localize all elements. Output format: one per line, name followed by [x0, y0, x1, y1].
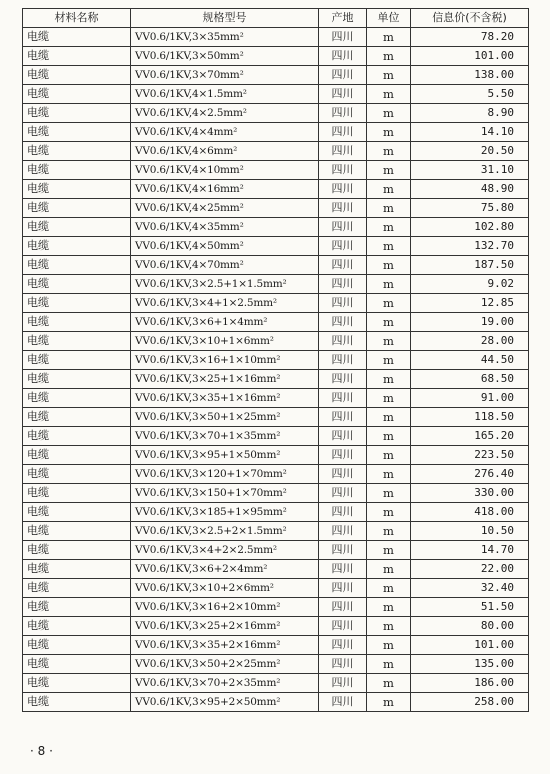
spec-cell: VV0.6/1KV,3×70+2×35mm² — [131, 674, 319, 693]
price-cell: 10.50 — [411, 522, 529, 541]
unit-cell: m — [367, 218, 411, 237]
spec-cell: VV0.6/1KV,3×50mm² — [131, 47, 319, 66]
price-cell: 14.10 — [411, 123, 529, 142]
material-name-cell: 电缆 — [23, 123, 131, 142]
price-cell: 132.70 — [411, 237, 529, 256]
unit-cell: m — [367, 370, 411, 389]
price-cell: 51.50 — [411, 598, 529, 617]
price-cell: 68.50 — [411, 370, 529, 389]
origin-cell: 四川 — [319, 579, 367, 598]
price-cell: 102.80 — [411, 218, 529, 237]
material-name-cell: 电缆 — [23, 598, 131, 617]
spec-cell: VV0.6/1KV,4×25mm² — [131, 199, 319, 218]
material-name-cell: 电缆 — [23, 256, 131, 275]
material-name-cell: 电缆 — [23, 408, 131, 427]
table-row — [23, 294, 529, 313]
spec-cell: VV0.6/1KV,3×10+1×6mm² — [131, 332, 319, 351]
origin-cell: 四川 — [319, 541, 367, 560]
spec-cell: VV0.6/1KV,3×6+2×4mm² — [131, 560, 319, 579]
table-row — [23, 617, 529, 636]
unit-cell: m — [367, 237, 411, 256]
table-row — [23, 28, 529, 47]
price-cell: 101.00 — [411, 47, 529, 66]
price-cell: 8.90 — [411, 104, 529, 123]
spec-cell: VV0.6/1KV,4×16mm² — [131, 180, 319, 199]
material-name-cell: 电缆 — [23, 389, 131, 408]
origin-cell: 四川 — [319, 617, 367, 636]
table-row — [23, 560, 529, 579]
material-name-cell: 电缆 — [23, 560, 131, 579]
unit-cell: m — [367, 617, 411, 636]
material-name-cell: 电缆 — [23, 503, 131, 522]
table-row — [23, 199, 529, 218]
price-cell: 19.00 — [411, 313, 529, 332]
table-row — [23, 275, 529, 294]
unit-cell: m — [367, 579, 411, 598]
spec-cell: VV0.6/1KV,3×185+1×95mm² — [131, 503, 319, 522]
price-cell: 186.00 — [411, 674, 529, 693]
material-name-cell: 电缆 — [23, 275, 131, 294]
price-cell: 187.50 — [411, 256, 529, 275]
table-row — [23, 465, 529, 484]
price-cell: 101.00 — [411, 636, 529, 655]
price-cell: 165.20 — [411, 427, 529, 446]
table-row — [23, 522, 529, 541]
table-body — [23, 28, 529, 712]
price-cell: 78.20 — [411, 28, 529, 47]
material-name-cell: 电缆 — [23, 47, 131, 66]
spec-cell: VV0.6/1KV,3×4+1×2.5mm² — [131, 294, 319, 313]
material-name-cell: 电缆 — [23, 655, 131, 674]
price-cell: 22.00 — [411, 560, 529, 579]
table-row — [23, 123, 529, 142]
material-name-cell: 电缆 — [23, 636, 131, 655]
origin-cell: 四川 — [319, 427, 367, 446]
price-cell: 91.00 — [411, 389, 529, 408]
unit-cell: m — [367, 351, 411, 370]
origin-cell: 四川 — [319, 104, 367, 123]
origin-cell: 四川 — [319, 446, 367, 465]
origin-cell: 四川 — [319, 218, 367, 237]
spec-cell: VV0.6/1KV,4×6mm² — [131, 142, 319, 161]
origin-cell: 四川 — [319, 389, 367, 408]
unit-cell: m — [367, 142, 411, 161]
unit-cell: m — [367, 313, 411, 332]
unit-cell: m — [367, 47, 411, 66]
price-cell: 135.00 — [411, 655, 529, 674]
table-row — [23, 655, 529, 674]
unit-cell: m — [367, 465, 411, 484]
price-cell: 138.00 — [411, 66, 529, 85]
unit-cell: m — [367, 427, 411, 446]
table-row — [23, 332, 529, 351]
table-row — [23, 351, 529, 370]
price-cell: 330.00 — [411, 484, 529, 503]
spec-cell: VV0.6/1KV,3×95+2×50mm² — [131, 693, 319, 712]
material-name-cell: 电缆 — [23, 28, 131, 47]
price-cell: 12.85 — [411, 294, 529, 313]
origin-cell: 四川 — [319, 275, 367, 294]
origin-cell: 四川 — [319, 332, 367, 351]
origin-cell: 四川 — [319, 85, 367, 104]
spec-cell: VV0.6/1KV,3×16+1×10mm² — [131, 351, 319, 370]
origin-cell: 四川 — [319, 66, 367, 85]
material-name-cell: 电缆 — [23, 199, 131, 218]
price-cell: 44.50 — [411, 351, 529, 370]
spec-cell: VV0.6/1KV,3×16+2×10mm² — [131, 598, 319, 617]
spec-cell: VV0.6/1KV,3×4+2×2.5mm² — [131, 541, 319, 560]
material-name-cell: 电缆 — [23, 617, 131, 636]
table-row — [23, 484, 529, 503]
material-name-cell: 电缆 — [23, 237, 131, 256]
table-row — [23, 427, 529, 446]
table-row — [23, 693, 529, 712]
price-cell: 31.10 — [411, 161, 529, 180]
price-cell: 276.40 — [411, 465, 529, 484]
spec-cell: VV0.6/1KV,3×10+2×6mm² — [131, 579, 319, 598]
origin-cell: 四川 — [319, 142, 367, 161]
origin-cell: 四川 — [319, 484, 367, 503]
spec-cell: VV0.6/1KV,3×35+1×16mm² — [131, 389, 319, 408]
origin-cell: 四川 — [319, 598, 367, 617]
unit-cell: m — [367, 674, 411, 693]
unit-cell: m — [367, 85, 411, 104]
table-row — [23, 85, 529, 104]
spec-cell: VV0.6/1KV,3×25+1×16mm² — [131, 370, 319, 389]
origin-cell: 四川 — [319, 674, 367, 693]
material-name-cell: 电缆 — [23, 465, 131, 484]
table-row — [23, 180, 529, 199]
spec-cell: VV0.6/1KV,3×50+2×25mm² — [131, 655, 319, 674]
unit-cell: m — [367, 560, 411, 579]
spec-cell: VV0.6/1KV,3×50+1×25mm² — [131, 408, 319, 427]
material-name-cell: 电缆 — [23, 370, 131, 389]
unit-cell: m — [367, 104, 411, 123]
origin-cell: 四川 — [319, 636, 367, 655]
document-page — [22, 8, 528, 712]
spec-cell: VV0.6/1KV,3×120+1×70mm² — [131, 465, 319, 484]
spec-cell: VV0.6/1KV,3×70mm² — [131, 66, 319, 85]
origin-cell: 四川 — [319, 161, 367, 180]
unit-cell: m — [367, 123, 411, 142]
unit-cell: m — [367, 66, 411, 85]
spec-cell: VV0.6/1KV,3×35+2×16mm² — [131, 636, 319, 655]
header-spec: 规格型号 — [131, 9, 319, 28]
price-cell: 118.50 — [411, 408, 529, 427]
material-name-cell: 电缆 — [23, 218, 131, 237]
unit-cell: m — [367, 693, 411, 712]
spec-cell: VV0.6/1KV,4×50mm² — [131, 237, 319, 256]
unit-cell: m — [367, 598, 411, 617]
material-name-cell: 电缆 — [23, 332, 131, 351]
spec-cell: VV0.6/1KV,4×10mm² — [131, 161, 319, 180]
origin-cell: 四川 — [319, 199, 367, 218]
unit-cell: m — [367, 180, 411, 199]
table-row — [23, 218, 529, 237]
spec-cell: VV0.6/1KV,3×150+1×70mm² — [131, 484, 319, 503]
unit-cell: m — [367, 484, 411, 503]
price-cell: 9.02 — [411, 275, 529, 294]
unit-cell: m — [367, 408, 411, 427]
unit-cell: m — [367, 294, 411, 313]
origin-cell: 四川 — [319, 180, 367, 199]
spec-cell: VV0.6/1KV,4×35mm² — [131, 218, 319, 237]
table-row — [23, 636, 529, 655]
unit-cell: m — [367, 256, 411, 275]
origin-cell: 四川 — [319, 47, 367, 66]
material-name-cell: 电缆 — [23, 541, 131, 560]
material-name-cell: 电缆 — [23, 579, 131, 598]
table-row — [23, 256, 529, 275]
header-unit: 单位 — [367, 9, 411, 28]
spec-cell: VV0.6/1KV,3×35mm² — [131, 28, 319, 47]
header-row — [23, 9, 529, 28]
price-cell: 28.00 — [411, 332, 529, 351]
price-cell: 32.40 — [411, 579, 529, 598]
page-number: · 8 · — [30, 744, 53, 758]
price-cell: 258.00 — [411, 693, 529, 712]
unit-cell: m — [367, 275, 411, 294]
spec-cell: VV0.6/1KV,3×2.5+1×1.5mm² — [131, 275, 319, 294]
spec-cell: VV0.6/1KV,3×95+1×50mm² — [131, 446, 319, 465]
spec-cell: VV0.6/1KV,4×1.5mm² — [131, 85, 319, 104]
price-cell: 418.00 — [411, 503, 529, 522]
origin-cell: 四川 — [319, 123, 367, 142]
price-cell: 75.80 — [411, 199, 529, 218]
origin-cell: 四川 — [319, 370, 367, 389]
table-row — [23, 47, 529, 66]
price-cell: 5.50 — [411, 85, 529, 104]
table-row — [23, 370, 529, 389]
spec-cell: VV0.6/1KV,3×70+1×35mm² — [131, 427, 319, 446]
origin-cell: 四川 — [319, 693, 367, 712]
price-cell: 20.50 — [411, 142, 529, 161]
origin-cell: 四川 — [319, 237, 367, 256]
material-name-cell: 电缆 — [23, 66, 131, 85]
spec-cell: VV0.6/1KV,3×25+2×16mm² — [131, 617, 319, 636]
material-name-cell: 电缆 — [23, 693, 131, 712]
table-row — [23, 142, 529, 161]
origin-cell: 四川 — [319, 351, 367, 370]
unit-cell: m — [367, 655, 411, 674]
table-row — [23, 541, 529, 560]
price-table — [22, 8, 529, 712]
spec-cell: VV0.6/1KV,4×4mm² — [131, 123, 319, 142]
material-name-cell: 电缆 — [23, 294, 131, 313]
material-name-cell: 电缆 — [23, 446, 131, 465]
origin-cell: 四川 — [319, 503, 367, 522]
table-row — [23, 313, 529, 332]
unit-cell: m — [367, 389, 411, 408]
table-row — [23, 237, 529, 256]
price-cell: 48.90 — [411, 180, 529, 199]
material-name-cell: 电缆 — [23, 427, 131, 446]
unit-cell: m — [367, 446, 411, 465]
table-row — [23, 598, 529, 617]
price-cell: 80.00 — [411, 617, 529, 636]
unit-cell: m — [367, 541, 411, 560]
header-material-name: 材料名称 — [23, 9, 131, 28]
material-name-cell: 电缆 — [23, 674, 131, 693]
table-row — [23, 674, 529, 693]
material-name-cell: 电缆 — [23, 161, 131, 180]
spec-cell: VV0.6/1KV,3×6+1×4mm² — [131, 313, 319, 332]
unit-cell: m — [367, 332, 411, 351]
header-price: 信息价(不含税) — [411, 9, 529, 28]
origin-cell: 四川 — [319, 294, 367, 313]
material-name-cell: 电缆 — [23, 85, 131, 104]
price-cell: 14.70 — [411, 541, 529, 560]
table-row — [23, 389, 529, 408]
origin-cell: 四川 — [319, 522, 367, 541]
origin-cell: 四川 — [319, 655, 367, 674]
table-row — [23, 104, 529, 123]
table-row — [23, 161, 529, 180]
unit-cell: m — [367, 503, 411, 522]
material-name-cell: 电缆 — [23, 104, 131, 123]
origin-cell: 四川 — [319, 313, 367, 332]
origin-cell: 四川 — [319, 408, 367, 427]
table-row — [23, 408, 529, 427]
material-name-cell: 电缆 — [23, 180, 131, 199]
spec-cell: VV0.6/1KV,3×2.5+2×1.5mm² — [131, 522, 319, 541]
table-row — [23, 446, 529, 465]
table-header — [23, 9, 529, 28]
origin-cell: 四川 — [319, 28, 367, 47]
material-name-cell: 电缆 — [23, 522, 131, 541]
material-name-cell: 电缆 — [23, 142, 131, 161]
table-row — [23, 579, 529, 598]
material-name-cell: 电缆 — [23, 484, 131, 503]
header-origin: 产地 — [319, 9, 367, 28]
table-row — [23, 503, 529, 522]
origin-cell: 四川 — [319, 560, 367, 579]
material-name-cell: 电缆 — [23, 313, 131, 332]
spec-cell: VV0.6/1KV,4×70mm² — [131, 256, 319, 275]
unit-cell: m — [367, 199, 411, 218]
unit-cell: m — [367, 522, 411, 541]
origin-cell: 四川 — [319, 465, 367, 484]
unit-cell: m — [367, 28, 411, 47]
table-row — [23, 66, 529, 85]
unit-cell: m — [367, 161, 411, 180]
unit-cell: m — [367, 636, 411, 655]
spec-cell: VV0.6/1KV,4×2.5mm² — [131, 104, 319, 123]
material-name-cell: 电缆 — [23, 351, 131, 370]
origin-cell: 四川 — [319, 256, 367, 275]
price-cell: 223.50 — [411, 446, 529, 465]
